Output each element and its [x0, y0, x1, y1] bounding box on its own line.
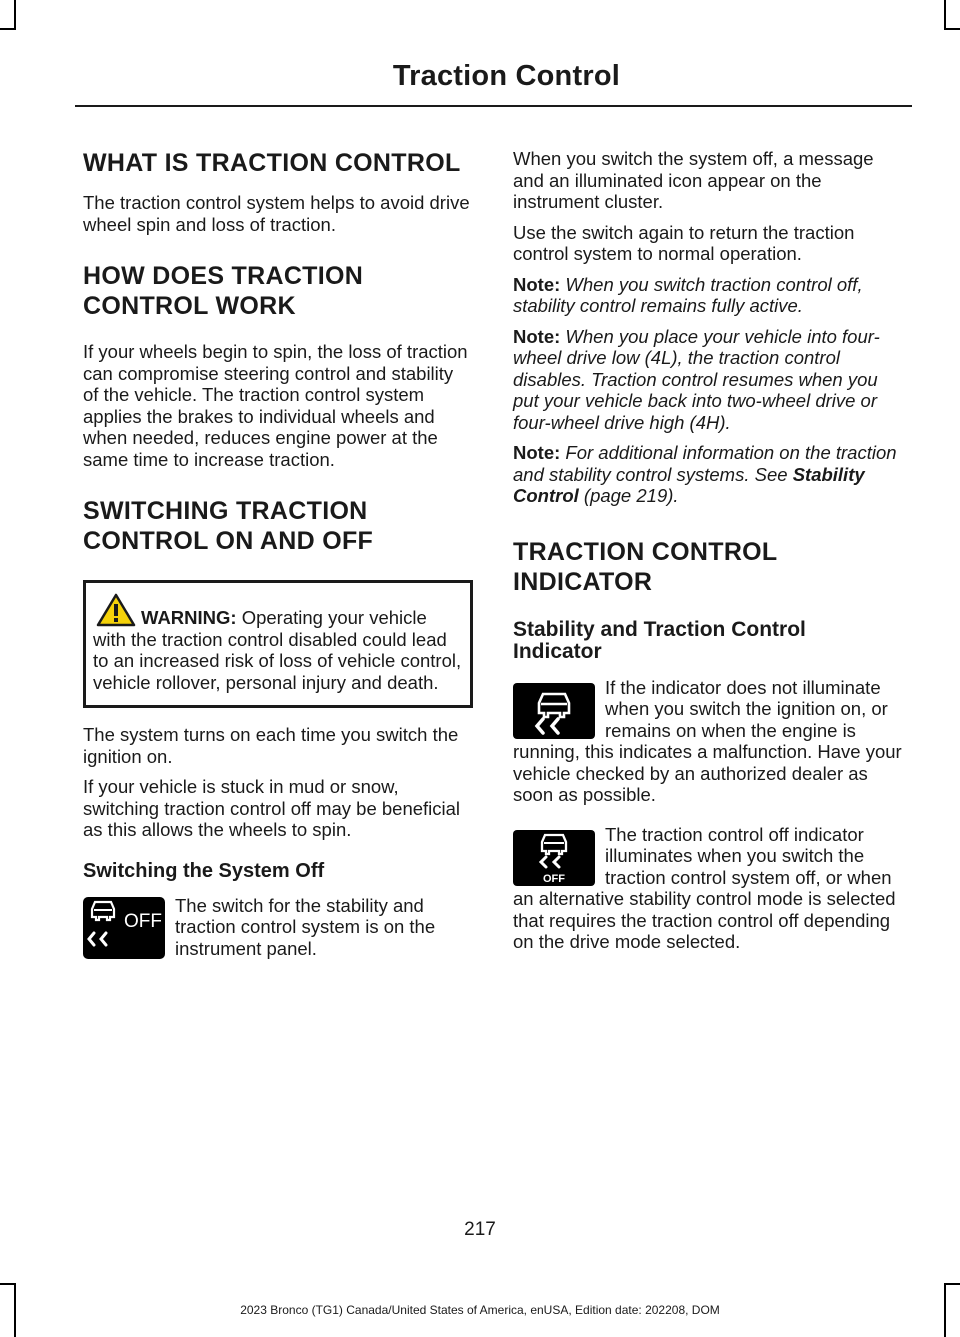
- footer-edition-info: 2023 Bronco (TG1) Canada/United States of America, enUSA, Edition date: 202208, DOM: [240, 1303, 720, 1317]
- paragraph-how: If your wheels begin to spin, the loss of traction can compromise steering control and stability of the vehicle. The traction control system applies the brakes to individual wheels and when needed, reduces engine power at the same time to increase traction.: [83, 341, 468, 470]
- paragraph-switch-off: When you switch the system off, a message and an illuminated icon appear on the instrument cluster.: [513, 148, 874, 212]
- paragraph-turns-on: The system turns on each time you switch the ignition on.: [83, 724, 459, 767]
- off-indicator-figure-row: [513, 824, 903, 953]
- page-number: 217: [464, 1219, 496, 1240]
- stability-traction-indicator-icon: [513, 683, 595, 739]
- crop-mark: [14, 0, 16, 30]
- header-divider: [75, 105, 912, 107]
- warning-text: Operating your vehicle with the traction control disabled could lead to an increased risk of loss of vehicle control, vehicle rollover, personal injury and death.: [93, 607, 462, 693]
- crop-mark: [0, 28, 16, 30]
- page-header-title: Traction Control: [392, 60, 620, 92]
- crop-mark: [944, 0, 946, 30]
- note-label: Note:: [513, 273, 561, 295]
- note-label: Note:: [513, 325, 561, 347]
- heading-switching-traction-control: [83, 496, 473, 556]
- warning-triangle-icon: [96, 593, 136, 627]
- heading-how-does-traction-control-work: [83, 261, 473, 321]
- off-indicator-text: OFF: [543, 872, 565, 885]
- switch-off-text: OFF: [124, 910, 162, 932]
- note-label: Note:: [513, 442, 561, 463]
- stability-control-link[interactable]: Stability Control: [513, 463, 865, 506]
- heading-traction-control-indicator: [513, 537, 903, 597]
- heading-line: SWITCHING TRACTION: [83, 497, 368, 525]
- heading-stability-traction-indicator: [513, 619, 903, 663]
- note-2: [513, 326, 903, 434]
- off-indicator-desc: The traction control off indicator illuminates when you switch the traction control system off, or when an alternative stability control mode is selected that requires the traction control off depending on the drive mode selected.: [513, 823, 896, 952]
- heading-line: CONTROL ON AND OFF: [83, 527, 374, 555]
- note-text: When you place your vehicle into four-wheel drive low (4L), the traction control disables. Traction control resumes when you put your vehicle back into two-wheel drive or four-wheel drive high (4H).: [513, 325, 880, 433]
- crop-mark: [944, 28, 960, 30]
- traction-control-off-indicator-icon: [513, 830, 595, 886]
- note-text: When you switch traction control off, stability control remains fully active.: [513, 273, 863, 316]
- heading-switching-system-off: Switching the System Off: [83, 859, 325, 882]
- paragraph-stuck: If your vehicle is stuck in mud or snow, switching traction control off may be beneficial as this allows the wheels to spin.: [83, 776, 461, 840]
- warning-label: WARNING:: [141, 607, 237, 628]
- warning-box: [83, 580, 473, 708]
- heading-line: Indicator: [513, 639, 602, 663]
- note-1: [513, 274, 903, 317]
- crop-mark: [0, 1283, 16, 1285]
- heading-line: HOW DOES TRACTION: [83, 262, 364, 290]
- traction-control-off-switch-icon: [83, 897, 165, 959]
- note-page-ref: (page 219).: [578, 485, 679, 506]
- paragraph-use-again: Use the switch again to return the traction control system to normal operation.: [513, 221, 855, 264]
- indicator-figure-row: [513, 677, 903, 806]
- heading-line: CONTROL WORK: [83, 292, 296, 320]
- crop-mark: [944, 1283, 960, 1285]
- switch-figure-row: [83, 895, 473, 960]
- heading-line: INDICATOR: [513, 567, 653, 596]
- note-3: [513, 442, 903, 507]
- paragraph-what: The traction control system helps to avoid drive wheel spin and loss of traction.: [83, 192, 470, 235]
- heading-line: Stability and Traction Control: [513, 617, 806, 641]
- right-column: [513, 148, 903, 953]
- heading-line: TRACTION CONTROL: [513, 537, 778, 566]
- switch-location-text: The switch for the stability and traction control system is on the instrument panel.: [175, 894, 436, 959]
- indicator-text: If the indicator does not illuminate when you switch the ignition on, or remains on when the engine is running, this indicates a malfunction. Have your vehicle checked by an authorized dealer as soon as possible.: [513, 676, 902, 805]
- left-column: [83, 148, 473, 959]
- note-text: For additional information on the traction and stability control systems. See: [513, 442, 897, 485]
- heading-what-is-traction-control: WHAT IS TRACTION CONTROL: [83, 149, 461, 177]
